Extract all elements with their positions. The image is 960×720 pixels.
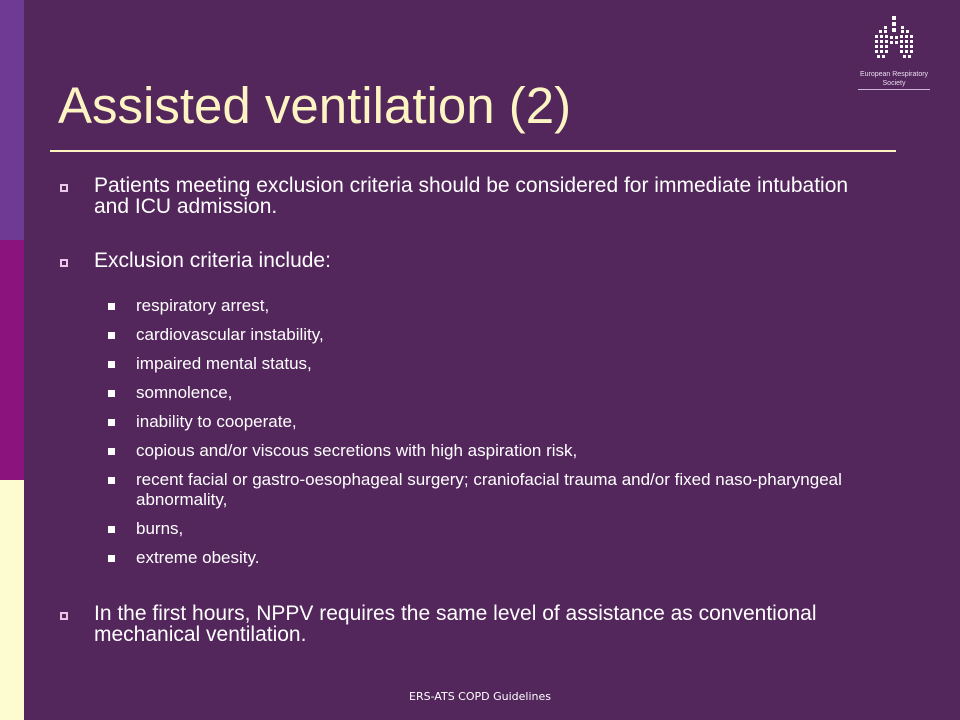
slide-title: Assisted ventilation (2) — [58, 77, 572, 134]
list-item — [106, 354, 896, 374]
list-item — [106, 470, 896, 510]
square-bullet-icon — [108, 477, 115, 484]
list-item — [106, 325, 896, 345]
list-item — [106, 548, 896, 568]
ers-logo — [852, 14, 936, 94]
lungs-icon — [872, 14, 916, 68]
list-item — [106, 383, 896, 403]
exclusion-criteria-list — [106, 296, 896, 577]
square-bullet-icon — [108, 303, 115, 310]
list-item-text: extreme obesity. — [136, 548, 260, 567]
list-item-text: impaired mental status, — [136, 354, 312, 373]
logo-text — [852, 70, 936, 88]
bullet-text: Exclusion criteria include: — [94, 249, 331, 272]
logo-text-line1: European Respiratory — [859, 71, 929, 78]
logo-text-line2: Society — [882, 80, 906, 87]
square-bullet-icon — [108, 526, 115, 533]
side-bar-top — [0, 0, 24, 240]
square-bullet-icon — [108, 332, 115, 339]
hollow-square-bullet-icon — [60, 612, 68, 620]
list-item-text: burns, — [136, 519, 184, 538]
bullet-text: Patients meeting exclusion criteria should be considered for immediate intubation and ICU admission. — [94, 174, 849, 218]
hollow-square-bullet-icon — [60, 184, 68, 192]
list-item-text: inability to cooperate, — [136, 412, 297, 431]
title-divider — [50, 150, 896, 152]
side-bar-middle — [0, 240, 24, 480]
list-item-text: respiratory arrest, — [136, 296, 270, 315]
hollow-square-bullet-icon — [60, 259, 68, 267]
list-item-text: recent facial or gastro-oesophageal surgery; craniofacial trauma and/or fixed naso-pharyngeal abnormality, — [136, 470, 842, 509]
square-bullet-icon — [108, 555, 115, 562]
list-item — [106, 412, 896, 432]
square-bullet-icon — [108, 419, 115, 426]
list-item — [106, 296, 896, 316]
bullet-text: In the first hours, NPPV requires the same level of assistance as conventional mechanical ventilation. — [94, 602, 817, 646]
list-item-text: copious and/or viscous secretions with high aspiration risk, — [136, 441, 578, 460]
square-bullet-icon — [108, 361, 115, 368]
list-item-text: cardiovascular instability, — [136, 325, 324, 344]
list-item — [106, 519, 896, 539]
slide-footer: ERS-ATS COPD Guidelines — [409, 690, 551, 703]
logo-underline — [858, 89, 930, 90]
side-bar-bottom — [0, 480, 24, 720]
list-item-text: somnolence, — [136, 383, 233, 402]
square-bullet-icon — [108, 390, 115, 397]
list-item — [106, 441, 896, 461]
square-bullet-icon — [108, 448, 115, 455]
